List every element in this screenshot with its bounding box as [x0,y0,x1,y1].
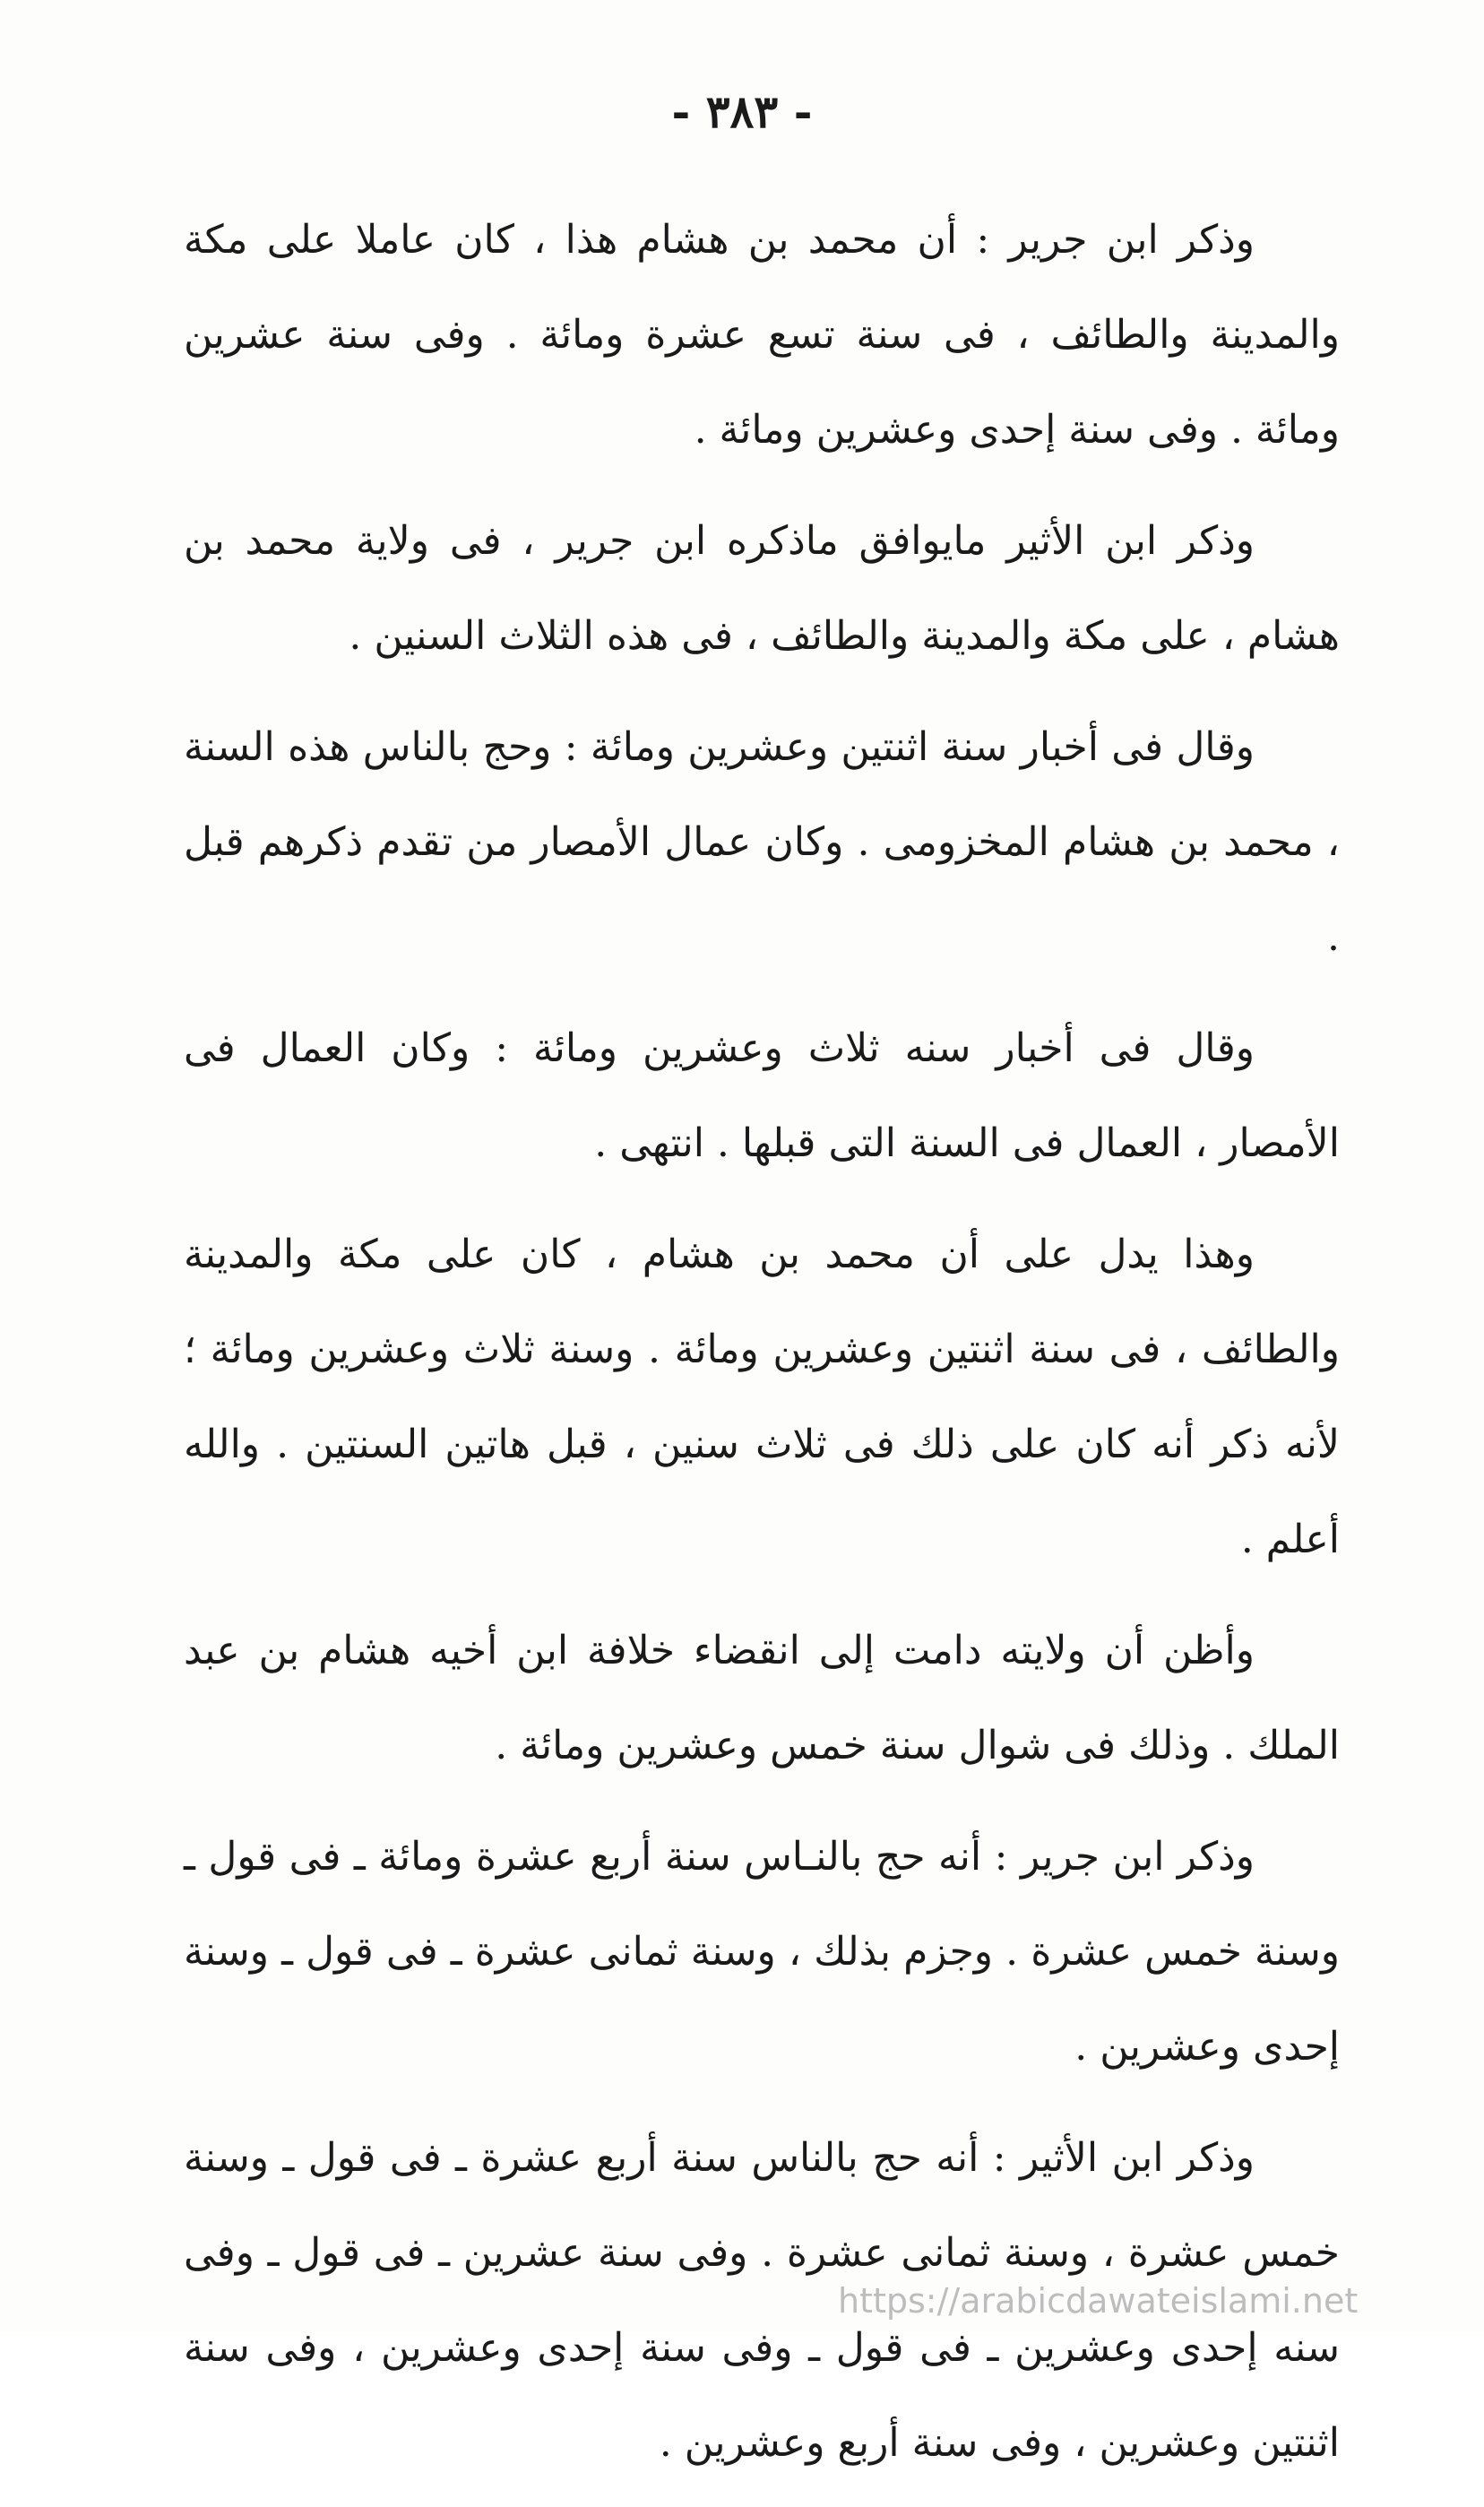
page-body-text [184,193,1340,2507]
page-number: - ٣٨٣ - [671,85,813,138]
paragraph: وأظن أن ولايته دامت إلى انقضاء خلافة ابن أخيه هشام بن عبد الملك . وذلك فى شوال سنة خمس وعشرين ومائة . [184,1628,1340,1768]
paragraph: وذكر ابن الأثير : أنه حج بالناس سنة أربع عشرة ـ فى قول ـ وسنة خمس عشرة ، وسنة ثمانى عشرة . وفى سنة عشرين ـ فى قول ـ وفى سنه إحدى وعشرين ـ فى قول ـ وفى سنة إحدى وعشرين ، وفى سنة اثنتين وعشرين ، وفى سنة أربع وعشرين . [184,2135,1340,2466]
paragraph: وذكر ابن الأثير مايوافق ماذكره ابن جرير ، فى ولاية محمد بن هشام ، على مكة والمدينة والطائف ، فى هذه الثلاث السنين . [184,518,1340,659]
paragraph: وذكر ابن جرير : أنه حج بالنـاس سنة أربع عشرة ومائة ـ فى قول ـ وسنة خمس عشرة . وجزم بذلك ، وسنة ثمانى عشرة ـ فى قول ـ وسنة إحدى وعشرين . [184,1834,1341,2070]
paragraph: وذكر ابن جرير : أن محمد بن هشام هذا ، كان عاملا على مكة والمدينة والطائف ، فى سنة تسع عشرة ومائة . وفى سنة عشرين ومائة . وفى سنة إحدى وعشرين ومائة . [184,217,1340,453]
paragraph: وقال فى أخبار سنة اثنتين وعشرين ومائة : وحج بالناس هذه السنة ، محمد بن هشام المخزومى . وكان عمال الأمصار من تقدم ذكرهم قبل . [184,724,1340,960]
watermark-url: https://arabicdawateislami.net [838,2281,1359,2321]
paragraph: وهذا يدل على أن محمد بن هشام ، كان على مكة والمدينة والطائف ، فى سنة اثنتين وعشرين ومائة . وسنة ثلاث وعشرين ومائة ؛ لأنه ذكر أنه كان على ذلك فى ثلاث سنين ، قبل هاتين السنتين . والله أعلم . [184,1232,1340,1562]
paragraph: وقال فى أخبار سنه ثلاث وعشرين ومائة : وكان العمال فى الأمصار ، العمال فى السنة التى قبلها . انتهى . [184,1025,1340,1166]
